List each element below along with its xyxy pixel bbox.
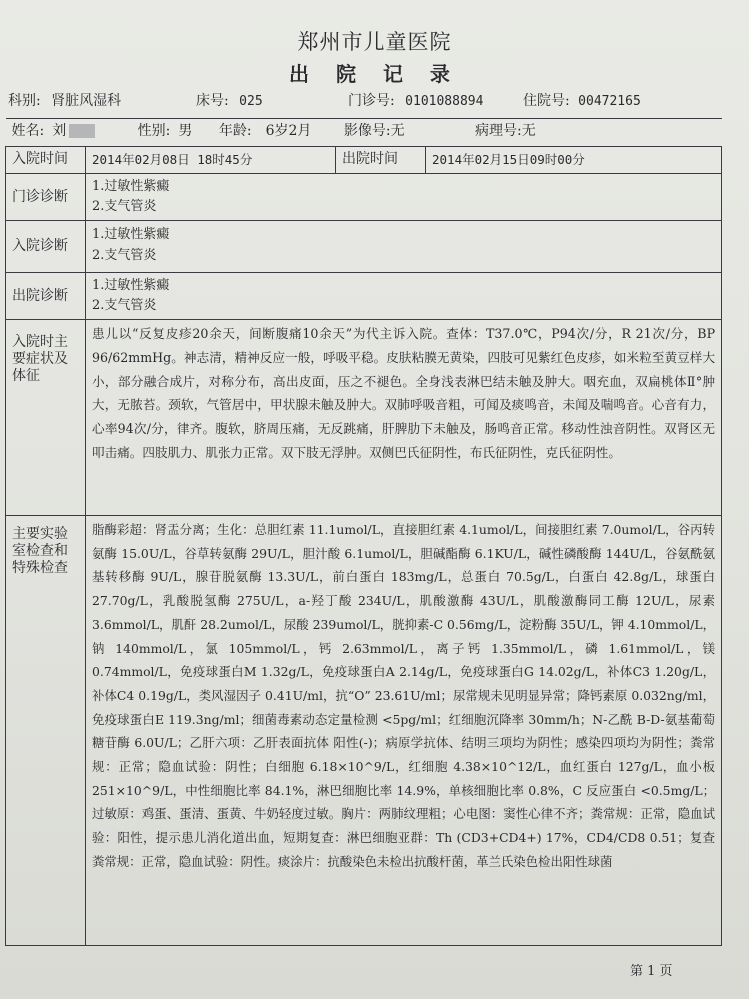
lab-label: 主要实验室检查和特殊检查: [6, 516, 86, 946]
admission-no-value: 00472165: [578, 94, 641, 109]
page-number: 第 1 页: [630, 964, 673, 979]
admission-time-label: 入院时间: [6, 147, 86, 174]
imaging-value: 无: [390, 123, 405, 139]
time-row: [6, 147, 722, 174]
admission-diagnosis-item: 1.过敏性紫癜: [92, 227, 170, 242]
admission-diagnosis-label: 入院诊断: [6, 221, 86, 273]
discharge-diagnosis-item: 2.支气管炎: [92, 298, 157, 313]
symptoms-row: [6, 320, 722, 516]
symptoms-text: 患儿以“反复皮疹20余天，间断腹痛10余天”为代主诉入院。查体：T37.0℃，P94次/分，R 21次/分，BP 96/62mmHg。神志清，精神反应一般，呼吸平稳。皮肤粘膜无黄染，四肢可见紫红色皮疹，如米粒至黄豆样大小，部分融合成片，对称分布，高出皮面，压之不褪色。全身浅表淋巴结未触及肿大。咽充血，双扁桃体Ⅱ°肿大，无脓苔。颈软，气管居中，甲状腺未触及肿大。双肺呼吸音粗，可闻及痰鸣音，未闻及喘鸣音。心音有力，心率94次/分，律齐。腹软，脐周压痛，无反跳痛，肝脾肋下未触及，肠鸣音正常。移动性浊音阴性。双肾区无叩击痛。四肢肌力、肌张力正常。双下肢无浮肿。双侧巴氏征阴性，布氏征阴性，克氏征阴性。: [86, 320, 722, 516]
symptoms-label: 入院时主要症状及体征: [6, 320, 86, 516]
admission-diagnosis-row: [6, 221, 722, 273]
admission-diagnosis-item: 2.支气管炎: [92, 248, 157, 263]
discharge-time-label: 出院时间: [336, 147, 426, 174]
bed-value: 025: [239, 94, 263, 109]
clinic-diagnosis-label: 门诊诊断: [6, 174, 86, 221]
clinic-no-label: 门诊号:: [348, 93, 395, 109]
admission-time-value: 2014年02月08日 18时45分: [86, 147, 336, 174]
clinic-no-value: 0101088894: [405, 94, 484, 109]
pathology-label: 病理号:: [475, 123, 522, 139]
name-label: 姓名:: [11, 123, 45, 139]
discharge-diagnosis-label: 出院诊断: [6, 273, 86, 320]
hospital-name: 郑州市儿童医院: [297, 30, 452, 54]
imaging-label: 影像号:: [343, 123, 391, 139]
discharge-diagnosis-item: 1.过敏性紫癜: [92, 278, 170, 293]
discharge-diagnosis-row: [6, 273, 722, 320]
record-table: [5, 118, 722, 946]
department-field: [8, 90, 121, 110]
admission-no-field: [523, 90, 641, 110]
clinic-no-field: [348, 90, 483, 110]
clinic-diagnosis-item: 1.过敏性紫癜: [92, 179, 170, 194]
sex-value: 男: [178, 123, 193, 139]
bed-label: 床号:: [196, 93, 229, 109]
patient-name: 刘: [52, 123, 67, 139]
document-title: 出 院 记 录: [289, 62, 460, 86]
lab-row: [6, 516, 722, 946]
clinic-diagnosis-item: 2.支气管炎: [92, 199, 157, 214]
age-label: 年龄:: [218, 123, 252, 139]
bed-field: [196, 90, 263, 110]
admission-no-label: 住院号:: [523, 93, 570, 109]
clinic-diagnosis-row: [6, 174, 722, 221]
sex-label: 性别:: [137, 123, 171, 139]
age-value: 6岁2月: [265, 123, 312, 139]
lab-text: 脂酶彩超：肾盂分离；生化：总胆红素 11.1umol/L，直接胆红素 4.1umol/L，间接胆红素 7.0umol/L，谷丙转氨酶 15.0U/L，谷草转氨酶 29U/L，胆汁酸 6.1umol/L，胆碱酯酶 6.1KU/L，碱性磷酸酶 144U/L，谷氨酰氨基转移酶 9U/L，腺苷脱氨酶 13.3U/L，前白蛋白 183mg/L，总蛋白 70.5g/L，白蛋白 42.8g/L，球蛋白 27.70g/L，乳酸脱氢酶 275U/L，a-羟丁酸 234U/L，肌酸激酶 43U/L，肌酸激酶同工酶 12U/L，尿素 3.6mmol/L，肌酐 28.2umol/L，尿酸 239umol/L，胱抑素-C 0.56mg/L，淀粉酶 35U/L，钾 4.10mmol/L，钠 140mmol/L，氯 105mmol/L，钙 2.63mmol/L，离子钙 1.35mmol/L，磷 1.61mmol/L，镁 0.74mmol/L，免疫球蛋白M 1.32g/L，免疫球蛋白A 2.14g/L，免疫球蛋白G 14.02g/L，补体C3 1.20g/L，补体C4 0.19g/L，类风湿因子 0.41U/ml，抗“O” 23.61U/ml；尿常规未见明显异常；降钙素原 0.032ng/ml，免疫球蛋白E 119.3ng/ml；细菌毒素动态定量检测 <5pg/ml；红细胞沉降率 30mm/h；N-乙酰 B-D-氨基葡萄糖苷酶 6.0U/L；乙肝六项：乙肝表面抗体 阳性(-)；病原学抗体、结明三项均为阴性；感染四项均为阴性；粪常规：正常；隐血试验：阴性；白细胞 6.18×10^9/L，红细胞 4.38×10^12/L，血红蛋白 127g/L，血小板 251×10^9/L，中性细胞比率 84.1%，淋巴细胞比率 14.9%，单核细胞比率 0.8%，C 反应蛋白 <0.5mg/L；过敏原：鸡蛋、蛋清、蛋黄、牛奶轻度过敏。胸片：两肺纹理粗；心电图：窦性心律不齐；粪常规：正常，隐血试验：阳性，提示患儿消化道出血，短期复查：淋巴细胞亚群：Th (CD3+CD4+) 17%，CD4/CD8 0.51；复查粪常规：正常，隐血试验：阴性。痰涂片：抗酸染色未检出抗酸杆菌，革兰氏染色检出阳性球菌: [86, 516, 722, 946]
pathology-value: 无: [521, 123, 536, 139]
department-label: 科别:: [8, 93, 41, 109]
redacted-name-mask: [69, 124, 95, 138]
department-value: 肾脏风湿科: [51, 93, 122, 109]
patient-row: [6, 119, 722, 147]
discharge-time-value: 2014年02月15日09时00分: [426, 147, 722, 174]
